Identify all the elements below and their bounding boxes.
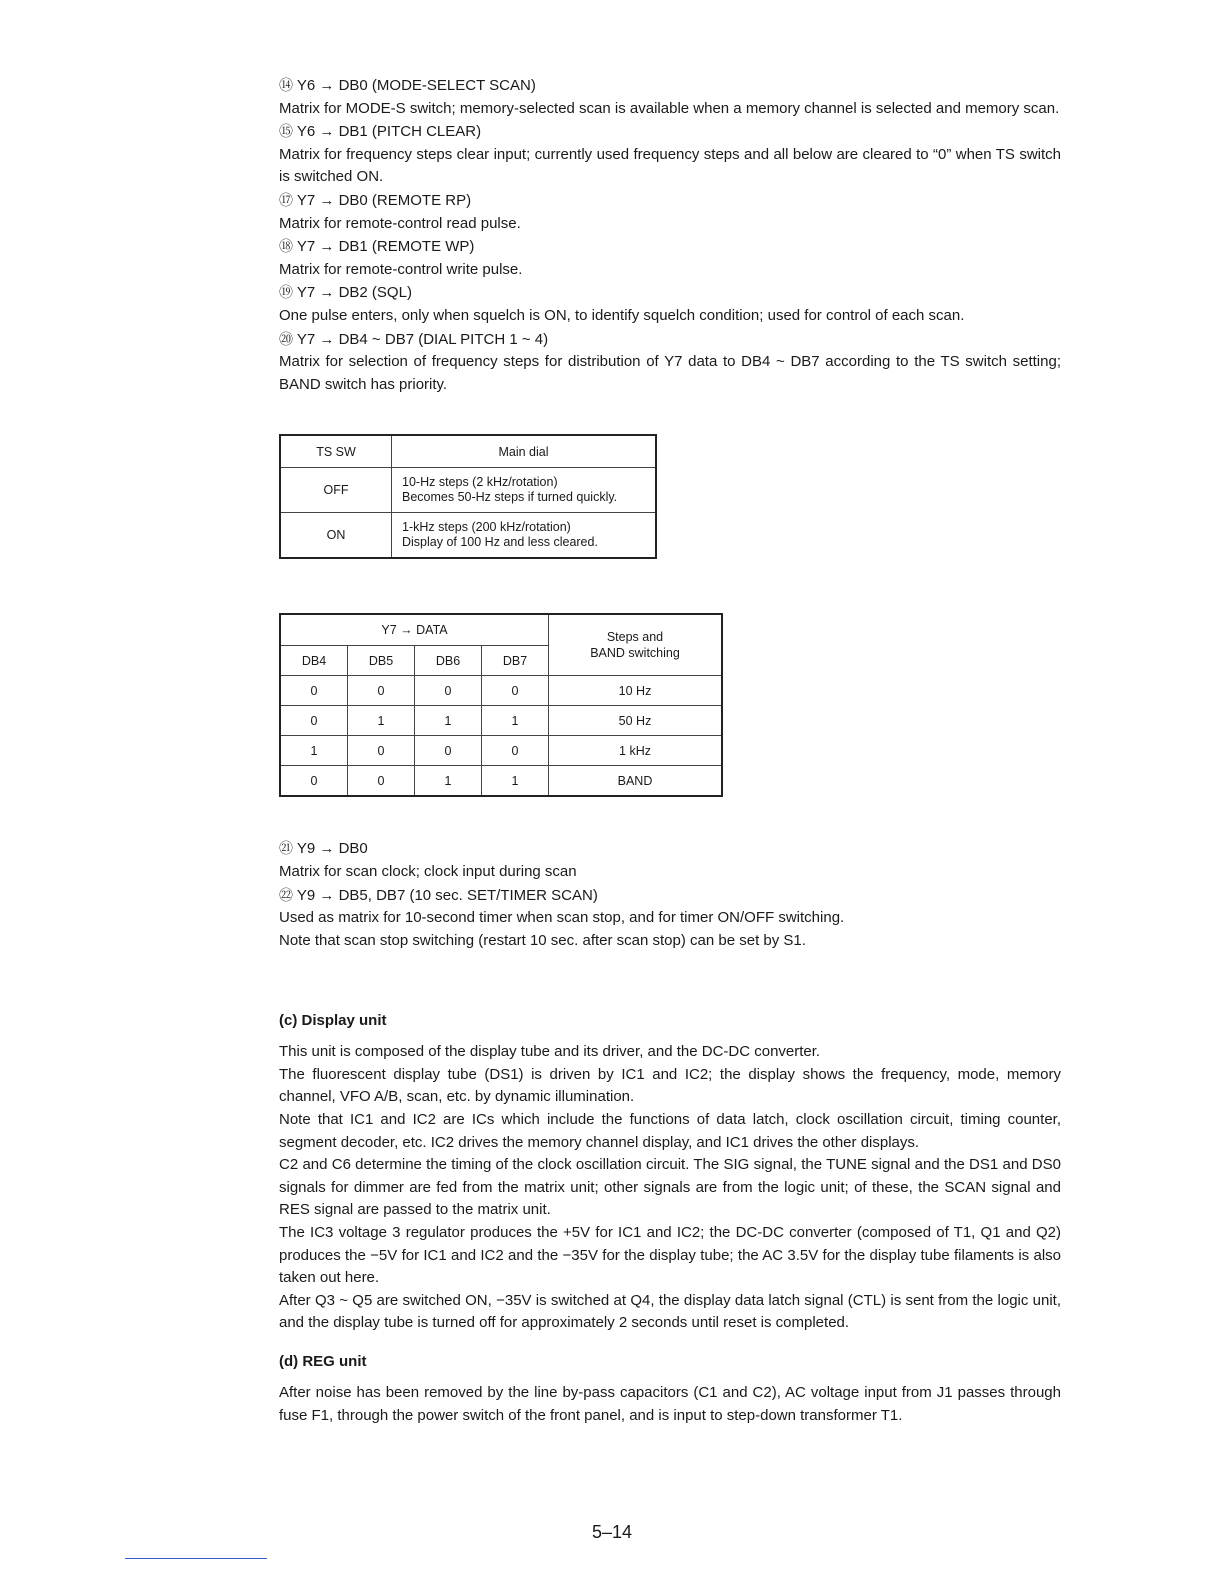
item-text: Matrix for remote-control read pulse.: [279, 214, 521, 232]
item-text: Matrix for scan clock; clock input during scan: [279, 862, 577, 880]
table-cell: [392, 513, 657, 559]
column-header: DB7: [482, 646, 549, 676]
item-heading: ⑮ Y6 → DB1 (PITCH CLEAR): [279, 123, 482, 141]
table-cell: 1 kHz: [549, 736, 723, 766]
group-header: Y7 → DATA: [280, 614, 549, 646]
table-cell: 0: [280, 706, 348, 736]
table-cell: [392, 468, 657, 513]
paragraph: C2 and C6 determine the timing of the clock oscillation circuit. The SIG signal, the TUNE signal and the DS1 and DS0 signals for dimmer are fed from the matrix unit; other signals are from the logic unit; of these, the SCAN signal and RES signal are passed to the matrix unit.: [279, 1156, 1061, 1219]
item-y6-db1: [279, 120, 1061, 189]
table-cell: 0: [348, 736, 415, 766]
item-heading: ㉑ Y9 → DB0: [279, 840, 368, 858]
table-row: [280, 736, 722, 766]
table-row: [280, 766, 722, 797]
paragraph: The IC3 voltage 3 regulator produces the +5V for IC1 and IC2; the DC-DC converter (composed of T1, Q1 and Q2) produces the −5V for IC1 and IC2 and the −35V for the display tube; the AC 3.5V for the display tube filaments is also taken out here.: [279, 1224, 1061, 1287]
column-header: DB5: [348, 646, 415, 676]
table-cell: 0: [348, 676, 415, 706]
steps-header: Steps and BAND switching: [549, 614, 723, 676]
item-text: Matrix for selection of frequency steps for distribution of Y7 data to DB4 ~ DB7 according to the TS switch setting; BAND switch has priority.: [279, 353, 1061, 393]
item-y7-db2: [279, 281, 1061, 327]
paragraph: Note that IC1 and IC2 are ICs which include the functions of data latch, clock oscillation circuit, timing counter, segment decoder, etc. IC2 drives the memory channel display, and IC1 drives the other displays.: [279, 1111, 1061, 1151]
item-y7-db0: [279, 189, 1061, 235]
table-header-row: [280, 435, 656, 468]
table-cell: 0: [482, 736, 549, 766]
table-cell: ON: [280, 513, 392, 559]
table-cell: 0: [280, 676, 348, 706]
item-heading: ⑱ Y7 → DB1 (REMOTE WP): [279, 238, 475, 256]
item-y7-db1: [279, 235, 1061, 281]
item-heading: ⑭ Y6 → DB0 (MODE-SELECT SCAN): [279, 77, 536, 94]
table-header-row: [280, 614, 722, 646]
table-cell: 50 Hz: [549, 706, 723, 736]
table-cell: 0: [415, 676, 482, 706]
item-text: Used as matrix for 10-second timer when scan stop, and for timer ON/OFF switching.: [279, 909, 845, 927]
column-header: TS SW: [280, 435, 392, 468]
table-cell: 10 Hz: [549, 676, 723, 706]
table-cell: 0: [415, 736, 482, 766]
item-text: Matrix for MODE-S switch; memory-selected scan is available when a memory channel is selected and memory scan.: [279, 99, 1060, 117]
column-header: Main dial: [392, 435, 657, 468]
item-y9-db5-db7: [279, 884, 1061, 930]
cell-line: 1-kHz steps (200 kHz/rotation): [402, 520, 571, 535]
cell-line: Display of 100 Hz and less cleared.: [402, 535, 598, 550]
column-header: DB4: [280, 646, 348, 676]
table-cell: 1: [482, 706, 549, 736]
page-number: 5–14: [591, 1522, 633, 1542]
table-cell: 1: [415, 706, 482, 736]
table-cell: 0: [482, 676, 549, 706]
paragraph: After Q3 ~ Q5 are switched ON, −35V is switched at Q4, the display data latch signal (CTL) is sent from the logic unit, and the display tube is turned off for approximately 2 seconds until reset is completed.: [279, 1291, 1061, 1332]
cell-line: Becomes 50-Hz steps if turned quickly.: [402, 490, 618, 505]
footer-rule: [125, 1558, 267, 1559]
paragraph: The fluorescent display tube (DS1) is driven by IC1 and IC2; the display shows the frequency, mode, memory channel, VFO A/B, scan, etc. by dynamic illumination.: [279, 1065, 1061, 1106]
item-heading: ⑰ Y7 → DB0 (REMOTE RP): [279, 191, 472, 209]
item-y7-db4-db7: [279, 328, 1061, 397]
table-cell: OFF: [280, 468, 392, 513]
cell-line: 10-Hz steps (2 kHz/rotation): [402, 475, 558, 490]
table-cell: 1: [348, 706, 415, 736]
table-cell: 1: [280, 736, 348, 766]
item-text: Matrix for frequency steps clear input; currently used frequency steps and all below are cleared to “0” when TS switch is switched ON.: [279, 145, 1061, 186]
table-cell: 0: [348, 766, 415, 797]
table-row: [280, 706, 722, 736]
paragraph: After noise has been removed by the line by-pass capacitors (C1 and C2), AC voltage input from J1 passes through fuse F1, through the power switch of the front panel, and is input to step-down transformer T1.: [279, 1384, 1061, 1424]
section-title-reg-unit: (d) REG unit: [279, 1353, 367, 1370]
paragraph: This unit is composed of the display tube and its driver, and the DC-DC converter.: [279, 1043, 821, 1061]
scan-stop-note: Note that scan stop switching (restart 10 sec. after scan stop) can be set by S1.: [279, 931, 806, 949]
y7-data-table: [279, 613, 723, 797]
table-row: [280, 468, 656, 513]
item-y9-db0: [279, 837, 1061, 883]
item-heading: ㉒ Y9 → DB5, DB7 (10 sec. SET/TIMER SCAN): [279, 886, 598, 904]
item-heading: ⑲ Y7 → DB2 (SQL): [279, 284, 412, 302]
table-cell: BAND: [549, 766, 723, 797]
table-cell: 1: [415, 766, 482, 797]
ts-sw-table: [279, 434, 657, 559]
item-text: One pulse enters, only when squelch is ON, to identify squelch condition; used for control of each scan.: [279, 306, 965, 324]
page-content: [279, 74, 1061, 1427]
column-header: DB6: [415, 646, 482, 676]
item-text: Matrix for remote-control write pulse.: [279, 260, 523, 278]
table-row: [280, 676, 722, 706]
table-row: [280, 513, 656, 559]
item-y6-db0: [279, 74, 1061, 120]
table-cell: 0: [280, 766, 348, 797]
section-title-display-unit: (c) Display unit: [279, 1012, 387, 1030]
item-heading: ⑳ Y7 → DB4 ~ DB7 (DIAL PITCH 1 ~ 4): [279, 330, 549, 348]
table-cell: 1: [482, 766, 549, 797]
